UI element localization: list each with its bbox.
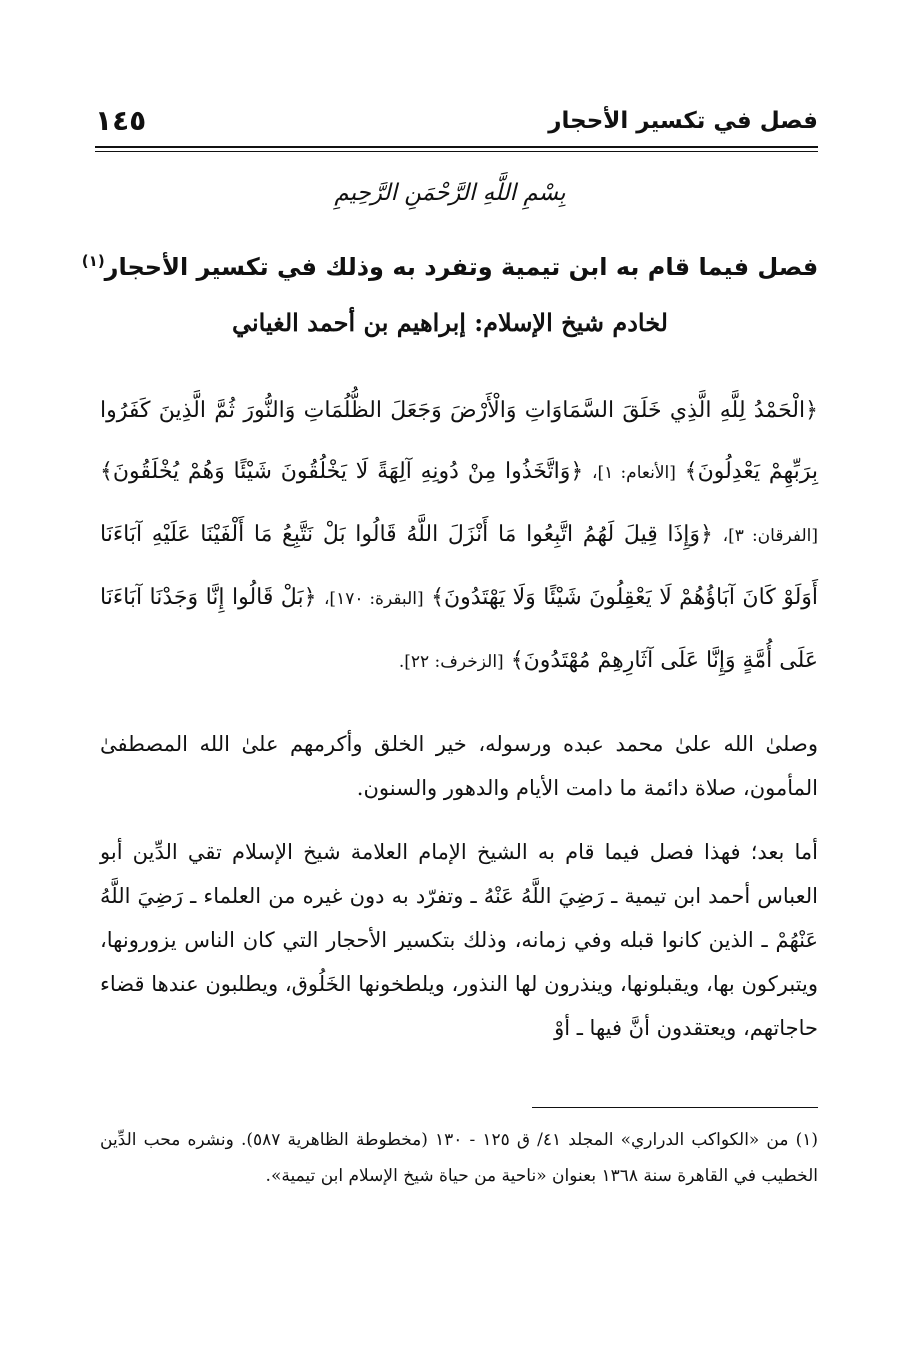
quran-verse: ﴿بَلْ قَالُوا إِنَّا وَجَدْنَا آبَاءَنَا عَلَى أُمَّةٍ وَإِنَّا عَلَى آثَارِهِمْ مُهْتَدُونَ﴾ xyxy=(100,585,818,673)
footnote-separator xyxy=(532,1107,818,1108)
basmala: بِسْمِ اللَّهِ الرَّحْمَنِ الرَّحِيمِ xyxy=(334,180,566,206)
author-line: لخادم شيخ الإسلام: إبراهيم بن أحمد الغياني xyxy=(232,308,668,337)
quran-verses xyxy=(100,380,818,693)
paragraph-intro: أما بعد؛ فهذا فصل فيما قام به الشيخ الإمام العلامة شيخ الإسلام تقي الدِّين أبو العباس أحمد ابن تيمية ـ رَضِيَ اللَّهُ عَنْهُ ـ وتفرّد به دون غيره من العلماء ـ رَضِيَ اللَّهُ عَنْهُمْ ـ الذين كانوا قبله وفي زمانه، وذلك بتكسير الأحجار التي كان الناس يزورونها، ويتبركون بها، ويقبلونها، وينذرون لها النذور، ويلطخونها الخَلُوق، ويطلبون عندها قضاء حاجاتهم، ويعتقدون أنَّ فيها ـ أوْ xyxy=(100,840,818,1040)
verse-reference: [الأنعام: ١]، xyxy=(592,463,676,483)
header-rule xyxy=(95,146,818,148)
footnote-text: من «الكواكب الدراري» المجلد ٤١/ ق ١٢٥ - ١٣٠ (مخطوطة الظاهرية ٥٨٧). ونشره محب الدِّين الخطيب في القاهرة سنة ١٣٦٨ بعنوان «ناحية من حياة شيخ الإسلام ابن تيمية». xyxy=(100,1130,818,1186)
running-title: فصل في تكسير الأحجار xyxy=(548,108,818,134)
page-number: ١٤٥ xyxy=(95,104,147,137)
chapter-footnote-ref: (١) xyxy=(81,252,105,270)
verse-reference: [الزخرف: ٢٢]. xyxy=(398,652,504,672)
quran-verse: ﴿وَإِذَا قِيلَ لَهُمُ اتَّبِعُوا مَا أَنْزَلَ اللَّهُ قَالُوا بَلْ نَتَّبِعُ مَا أَلْفَيْنَا عَلَيْهِ آبَاءَنَا أَوَلَوْ كَانَ آبَاؤُهُمْ لَا يَعْقِلُونَ شَيْئًا وَلَا يَهْتَدُونَ﴾ xyxy=(100,522,819,610)
footnote-marker: (١) xyxy=(795,1130,818,1150)
header-rule-thin xyxy=(95,151,818,152)
quran-verse: ﴿الْحَمْدُ لِلَّهِ الَّذِي خَلَقَ السَّمَاوَاتِ وَالْأَرْضَ وَجَعَلَ الظُّلُمَاتِ وَالنُّورَ ثُمَّ الَّذِينَ كَفَرُوا بِرَبِّهِمْ يَعْدِلُونَ﴾ xyxy=(100,398,819,484)
chapter-title xyxy=(60,250,840,284)
chapter-title-text: فصل فيما قام به ابن تيمية وتفرد به وذلك في تكسير الأحجار xyxy=(104,253,819,281)
verse-reference: [الفرقان: ٣]، xyxy=(722,526,818,546)
verse-reference: [البقرة: ١٧٠]، xyxy=(323,589,424,609)
running-header xyxy=(95,104,818,144)
footnote xyxy=(100,1122,818,1194)
quran-verse: ﴿وَاتَّخَذُوا مِنْ دُونِهِ آلِهَةً لَا يَخْلُقُونَ شَيْئًا وَهُمْ يُخْلَقُونَ﴾ xyxy=(100,459,584,484)
paragraph-salutation: وصلىٰ الله علىٰ محمد عبده ورسوله، خير الخلق وأكرمهم علىٰ الله المصطفىٰ المأمون، صلاة دائمة ما دامت الأيام والدهور والسنون. xyxy=(100,732,818,800)
